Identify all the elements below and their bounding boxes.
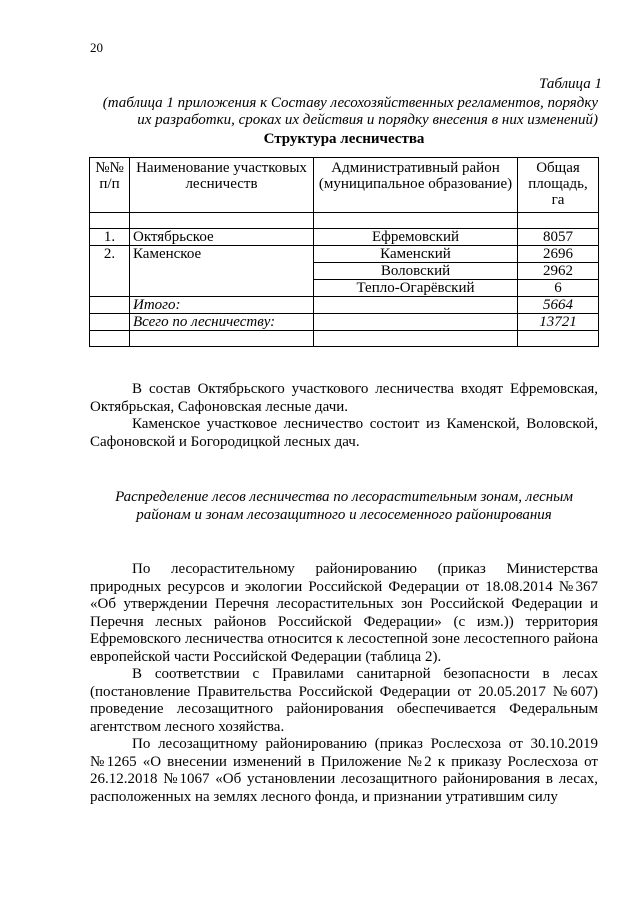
zoning-text xyxy=(90,561,598,806)
table-title: Структура лесничества xyxy=(263,131,425,147)
area-value: 2962 xyxy=(518,263,599,280)
forestry-name: Октябрьское xyxy=(130,229,314,246)
district-name: Ефремовский xyxy=(314,229,518,246)
row-number: 2. xyxy=(90,246,130,297)
page-number: 20 xyxy=(90,40,103,55)
table-header-row xyxy=(90,158,599,213)
row-number: 1. xyxy=(90,229,130,246)
paragraph: В соответствии с Правилами санитарной безопасности в лесах (постановление Правительства Российской Федерации от 20.05.2017 №607) проведение лесозащитного районирования обеспечивается Федеральным агентством лесного хозяйства. xyxy=(90,666,598,735)
header-number: №№ п/п xyxy=(90,158,130,213)
area-value: 2696 xyxy=(518,246,599,263)
table-row xyxy=(90,246,599,263)
subtotal-row xyxy=(90,297,599,314)
district-name: Каменский xyxy=(314,246,518,263)
district-name: Воловский xyxy=(314,263,518,280)
table-row-empty xyxy=(90,331,599,347)
table-reference: (таблица 1 приложения к Составу лесохозяйственных регламентов, порядку их разработки, сроках их действия и порядку внесения в них изменений) xyxy=(102,95,598,128)
total-label: Всего по лесничеству: xyxy=(130,314,314,331)
paragraph: По лесозащитному районированию (приказ Рослесхоза от 30.10.2019 №1265 «О внесении изменений в Приложение №2 к приказу Рослесхоза от 26.12.2018 №1067 «Об установлении лесозащитного районирования в лесах, расположенных на землях лесного фонда, и признании утратившим силу xyxy=(90,736,598,805)
forestry-name: Каменское xyxy=(130,246,314,297)
forestry-structure-table xyxy=(89,157,599,347)
table-row-empty xyxy=(90,213,599,229)
area-value: 6 xyxy=(518,280,599,297)
section-subheading: Распределение лесов лесничества по лесорастительным зонам, лесным районам и зонам лесозащитного и лесосеменного районирования xyxy=(115,489,573,523)
subtotal-label: Итого: xyxy=(130,297,314,314)
header-district: Административный район (муниципальное образование) xyxy=(314,158,518,213)
area-value: 8057 xyxy=(518,229,599,246)
table-row xyxy=(90,229,599,246)
header-name: Наименование участковых лесничеств xyxy=(130,158,314,213)
header-area: Общая площадь, га xyxy=(518,158,599,213)
total-area: 13721 xyxy=(518,314,599,331)
subtotal-area: 5664 xyxy=(518,297,599,314)
total-row xyxy=(90,314,599,331)
paragraph: По лесорастительному районированию (приказ Министерства природных ресурсов и экологии Российской Федерации от 18.08.2014 №367 «Об утверждении Перечня лесорастительных зон Российской Федерации и Перечня лесных районов Российской Федерации» (с изм.)) территория Ефремовского лесничества относится к лесостепной зоне лесостепного района европейской части Российской Федерации (таблица 2). xyxy=(90,561,598,665)
forestry-composition-text xyxy=(90,381,598,451)
district-name: Тепло-Огарёвский xyxy=(314,280,518,297)
table-label: Таблица 1 xyxy=(539,76,602,92)
paragraph: В состав Октябрьского участкового лесничества входят Ефремовская, Октябрьская, Сафоновская лесные дачи. xyxy=(90,381,598,415)
paragraph: Каменское участковое лесничество состоит из Каменской, Воловской, Сафоновской и Богородицкой лесных дач. xyxy=(90,416,598,450)
